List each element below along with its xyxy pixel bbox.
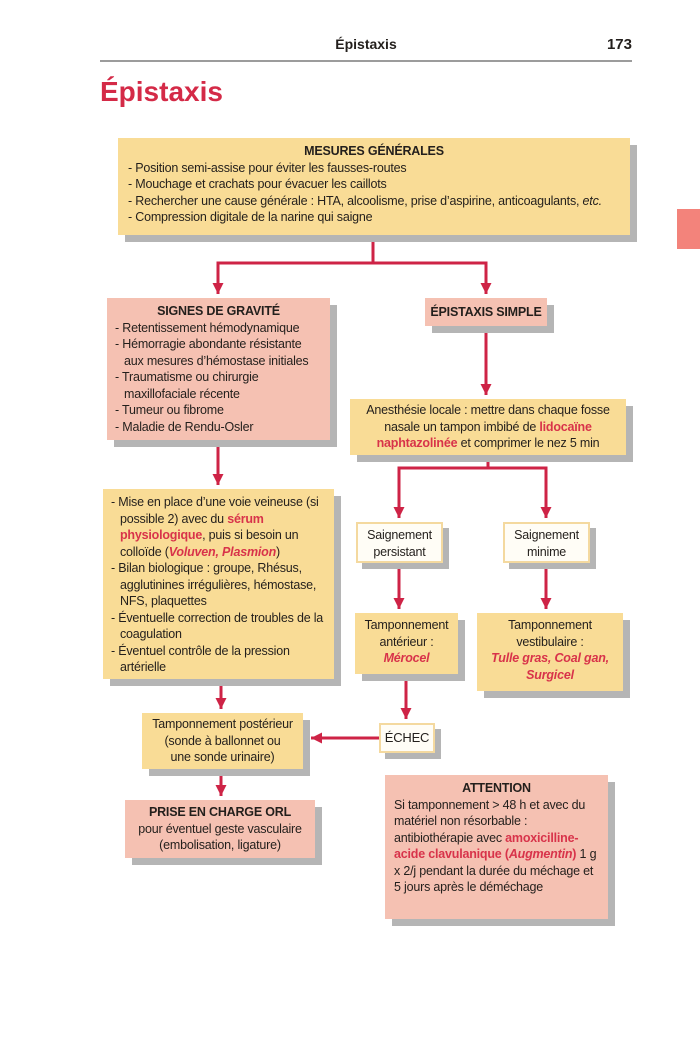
box-title: ATTENTION bbox=[462, 781, 531, 795]
box-mesures-generales bbox=[118, 138, 630, 235]
attention-body: Si tamponnement > 48 h et avec du matériel non résorbable : antibiothérapie avec amoxicilline-acide clavulanique (Augmentin) 1 g x 2/j pendant la durée du méchage et 5 jours après le déméchage bbox=[394, 797, 597, 894]
list-item: - Hémorragie abondante résistante aux mesures d’hémostase initiales bbox=[115, 337, 309, 368]
box-attention bbox=[385, 775, 608, 919]
box-saignement-minime: Saignement minime bbox=[503, 522, 590, 563]
page-title: Épistaxis bbox=[100, 76, 223, 107]
list-item: - Compression digitale de la narine qui saigne bbox=[128, 210, 373, 224]
list-item: - Mise en place d’une voie veineuse (si possible 2) avec du sérum physiologique, puis si besoin un colloïde (Voluven, Plasmion) bbox=[111, 495, 319, 559]
chapter-tab bbox=[677, 209, 700, 249]
page-header bbox=[100, 36, 632, 58]
box-signes-de-gravite bbox=[107, 298, 330, 440]
box-voie-veineuse bbox=[103, 489, 334, 679]
box-title: MESURES GÉNÉRALES bbox=[304, 144, 444, 158]
page-number: 173 bbox=[606, 36, 632, 53]
list-item: - Éventuelle correction de troubles de la coagulation bbox=[111, 610, 324, 641]
list-item: - Éventuel contrôle de la pression artérielle bbox=[111, 643, 290, 674]
list-item: - Retentissement hémodynamique bbox=[115, 320, 300, 335]
box-tamponnement-anterieur: Tamponnement antérieur : Mérocel bbox=[355, 613, 458, 674]
box-tamponnement-posterieur: Tamponnement postérieur (sonde à ballonnet ou une sonde urinaire) bbox=[142, 713, 303, 769]
running-title: Épistaxis bbox=[335, 36, 397, 52]
box-echec: ÉCHEC bbox=[379, 723, 435, 753]
box-saignement-persistant: Saignement persistant bbox=[356, 522, 443, 563]
list-item: - Tumeur ou fibrome bbox=[115, 403, 224, 417]
list-item: - Position semi-assise pour éviter les fausses-routes bbox=[128, 160, 407, 175]
list-item: - Mouchage et crachats pour évacuer les caillots bbox=[128, 177, 387, 191]
box-prise-en-charge-orl: PRISE EN CHARGE ORL pour éventuel geste vasculaire (embolisation, ligature) bbox=[125, 800, 315, 858]
list-item: - Maladie de Rendu-Osler bbox=[115, 419, 254, 434]
box-title: SIGNES DE GRAVITÉ bbox=[157, 304, 280, 318]
list-item: - Traumatisme ou chirurgie maxillofaciale récente bbox=[115, 370, 259, 401]
box-tamponnement-vestibulaire: Tamponnement vestibulaire : Tulle gras, Coal gan, Surgicel bbox=[477, 613, 623, 691]
box-anesthesie-locale: Anesthésie locale : mettre dans chaque fosse nasale un tampon imbibé de lidocaïne naphtazolinée et comprimer le nez 5 min bbox=[350, 399, 626, 455]
list-item: - Rechercher une cause générale : HTA, alcoolisme, prise d’aspirine, anticoagulants, etc. bbox=[128, 193, 602, 208]
list-item: - Bilan biologique : groupe, Rhésus, agglutinines irrégulières, hémostase, NFS, plaquettes bbox=[111, 561, 317, 608]
box-epistaxis-simple: ÉPISTAXIS SIMPLE bbox=[425, 298, 547, 326]
header-rule bbox=[100, 60, 632, 62]
